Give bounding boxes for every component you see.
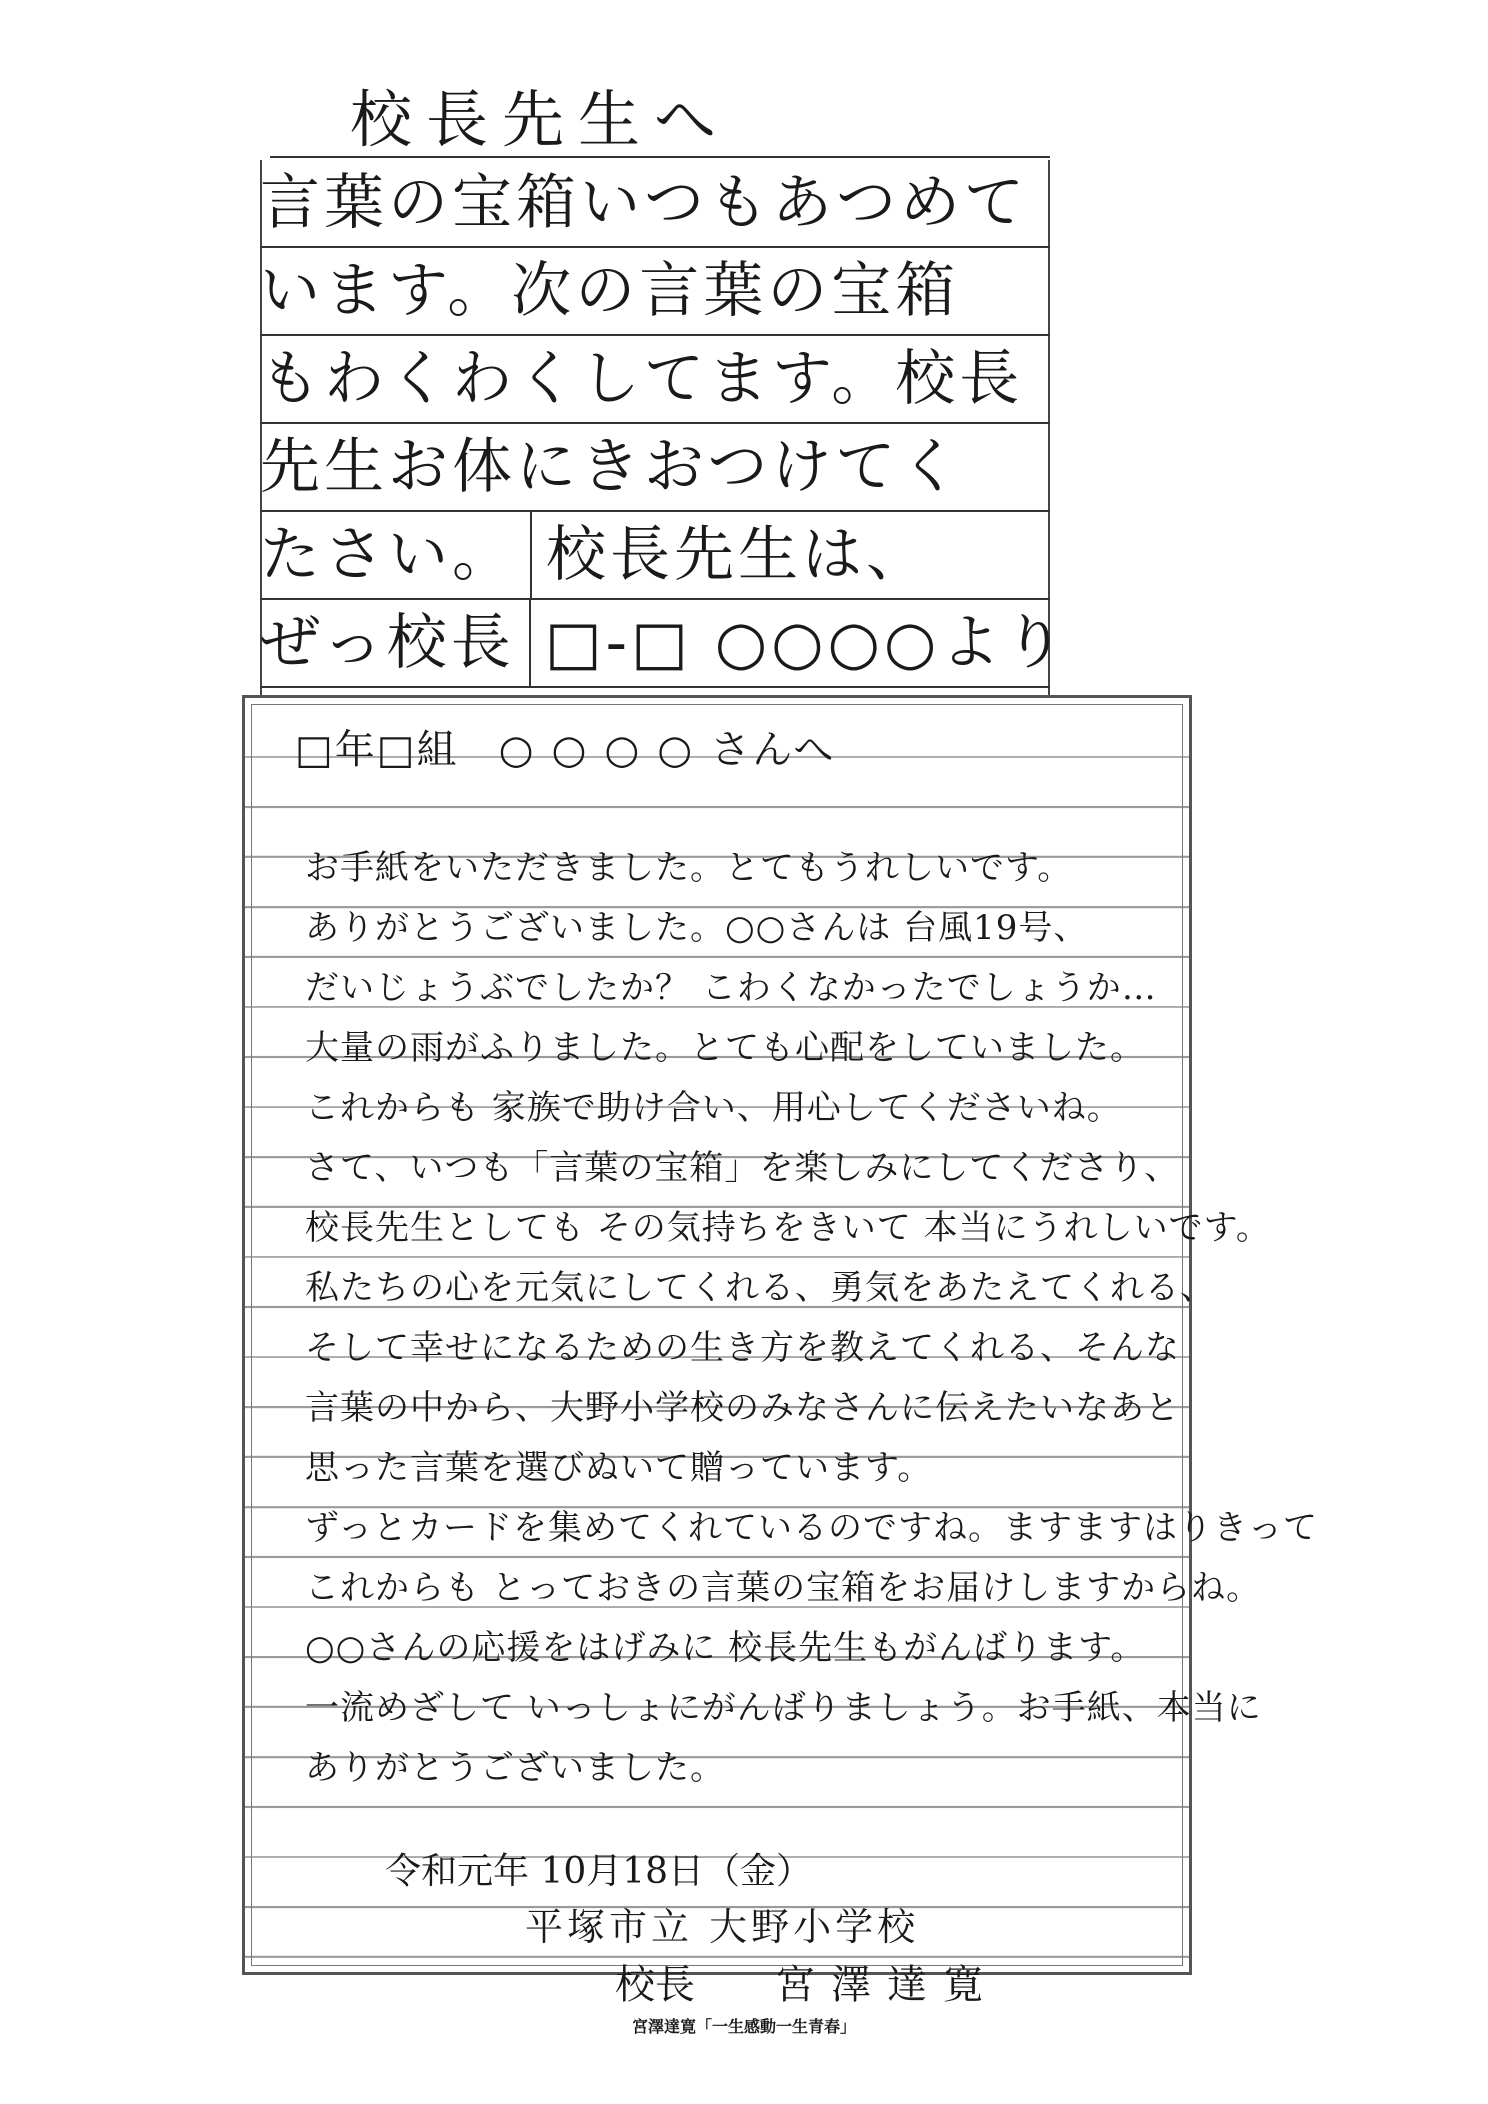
child-letter-lines	[260, 160, 1069, 688]
reply-line: だいじょうぶでしたか？ こわくなかったでしょうか…	[305, 968, 1157, 1008]
recipient-name: ○○○○	[498, 727, 711, 773]
reply-line: 大量の雨がふりました。とても心配をしていました。	[305, 1028, 1145, 1068]
title-rule	[270, 156, 1050, 158]
child-letter-signature: □-□ ○○○○より	[529, 600, 1069, 686]
reply-line: これからも 家族で助け合い、用心してくださいね。	[305, 1088, 1122, 1128]
reply-line: これからも とっておきの言葉の宝箱をお届けしますからね。	[305, 1568, 1262, 1608]
child-letter-text: 先生お体にきおつけてく	[260, 432, 964, 502]
child-letter-line	[260, 512, 1050, 600]
reply-line: お手紙をいただきました。とてもうれしいです。	[305, 848, 1073, 888]
child-letter-line	[260, 336, 1050, 424]
reply-line: そして幸せになるための生き方を教えてくれる、そんな	[305, 1328, 1180, 1368]
child-letter-line	[260, 248, 1050, 336]
reply-line: 校長先生としても その気持ちをきいて 本当にうれしいです。	[305, 1208, 1271, 1248]
child-letter-text: 言葉の宝箱いつもあつめて	[260, 168, 1028, 238]
reply-line: ずっとカードを集めてくれているのですね。ますますはりきって	[305, 1508, 1318, 1548]
recipient-class: □年□組	[295, 727, 459, 773]
recipient-suffix: さんへ	[710, 727, 836, 773]
principal-signature	[615, 1953, 999, 2010]
recipient-line	[295, 718, 835, 775]
reply-body	[305, 838, 1318, 1798]
reply-date: 令和元年 10月18日（金）	[385, 1851, 813, 1892]
principal-role: 校長	[615, 1962, 695, 2008]
school-name: 平塚市立 大野小学校	[525, 1905, 920, 1949]
principal-name: 宮澤達寛	[775, 1962, 999, 2008]
reply-line: 私たちの心を元気にしてくれる、勇気をあたえてくれる、	[305, 1268, 1215, 1308]
reply-line: 言葉の中から、大野小学校のみなさんに伝えたいなあと	[305, 1388, 1180, 1428]
reply-line: ○○さんの応援をはげみに 校長先生もがんばります。	[305, 1628, 1146, 1668]
child-letter-text: もわくわくしてます。校長	[260, 344, 1024, 414]
child-letter-text: います。次の言葉の宝箱	[260, 256, 960, 326]
reply-line: 思った言葉を選びぬいて贈っています。	[305, 1448, 933, 1488]
child-letter-title: 校長先生へ	[350, 83, 731, 156]
reply-line: 一流めざして いっしょにがんばりましょう。お手紙、本当に	[305, 1688, 1262, 1728]
reply-card	[242, 695, 1318, 2008]
child-letter-line	[260, 424, 1050, 512]
reply-line: ありがとうございました。	[305, 1748, 725, 1788]
child-letter-text: 校長先生は、	[530, 512, 930, 598]
child-letter-line	[260, 600, 1069, 688]
child-letter-text: ぜっ校長	[260, 608, 515, 678]
child-letter-text: たさい。	[260, 520, 516, 590]
child-letter-line	[260, 160, 1050, 248]
reply-line: ありがとうございました。○○さんは 台風19号、	[305, 908, 1089, 948]
footer-caption: 宮澤達寛「一生感動一生青春」	[631, 2019, 856, 2036]
reply-line: さて、いつも「言葉の宝箱」を楽しみにしてくださり、	[305, 1148, 1180, 1188]
